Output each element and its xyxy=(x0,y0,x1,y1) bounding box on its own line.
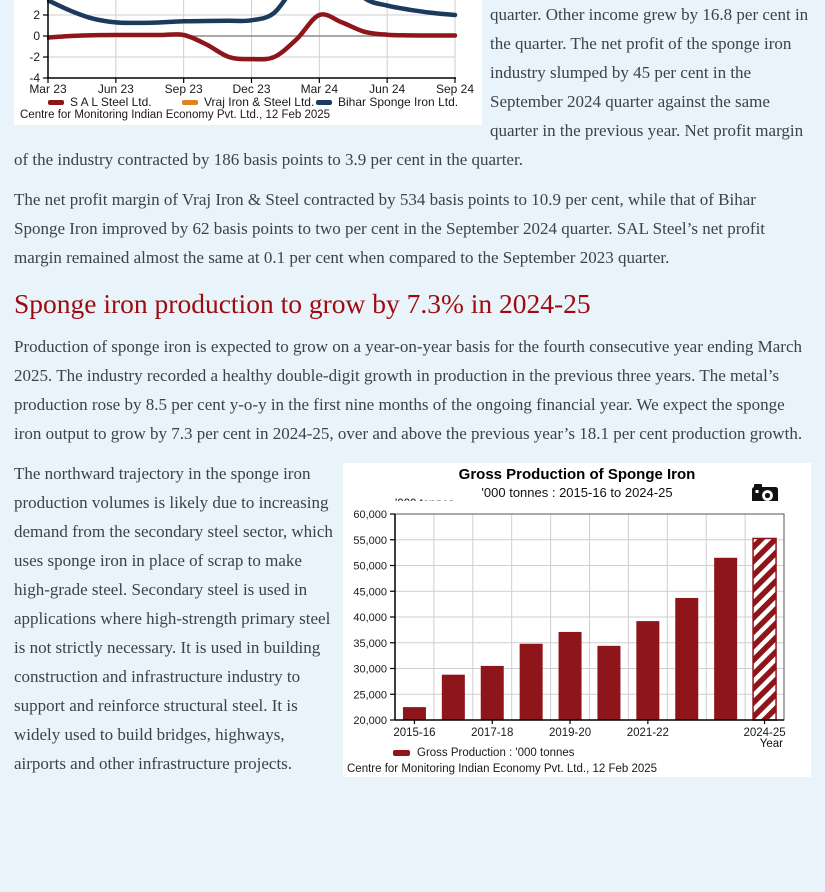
svg-text:2015-16: 2015-16 xyxy=(393,727,436,739)
paragraph-margins: The net profit margin of Vraj Iron & Steel contracted by 534 basis points to 10.9 per cent, while that of Bihar Sponge Iron improved by 62 basis points to two per cent in the September 2024 quarter. SAL Steel’s net profit margin remained almost the same at 0.1 per cent when compared to the September 2023 quarter. xyxy=(14,190,766,267)
svg-text:50,000: 50,000 xyxy=(353,560,387,573)
bar-chart-subtitle: '000 tonnes : 2015-16 to 2024-25 xyxy=(481,485,673,500)
legend-label: S A L Steel Ltd. xyxy=(70,95,152,109)
svg-text:-4: -4 xyxy=(29,71,40,85)
svg-text:0: 0 xyxy=(33,29,40,43)
bar-chart-panel xyxy=(343,463,811,777)
svg-text:55,000: 55,000 xyxy=(353,534,387,547)
svg-text:2024-25: 2024-25 xyxy=(743,727,786,739)
svg-text:2021-22: 2021-22 xyxy=(626,727,669,739)
legend-item-bihar-sponge xyxy=(316,95,458,109)
gross-production-chart-block xyxy=(343,463,811,777)
bihar-sponge-swatch-icon xyxy=(316,100,332,105)
legend-label: Vraj Iron & Steel Ltd. xyxy=(204,95,315,109)
svg-text:Mar 23: Mar 23 xyxy=(29,82,67,96)
svg-text:Dec 23: Dec 23 xyxy=(232,82,271,96)
svg-text:-2: -2 xyxy=(29,50,40,64)
section-heading: Sponge iron production to grow by 7.3% in 2024-25 xyxy=(14,288,591,319)
bar-chart-x-axis-label: Year xyxy=(759,738,783,750)
net-profit-margin-chart-block xyxy=(14,0,482,125)
paragraph-production-outlook: Production of sponge iron is expected to grow on a year-on-year basis for the fourth consecutive year ending March 2025. The industry recorded a healthy double-digit growth in production in the previous three years. The metal’s production rose by 8.5 per cent y-o-y in the first nine months of the ongoing financial year. We expect the sponge iron output to grow by 7.3 per cent in 2024-25, over and above the previous year’s 18.1 per cent production growth. xyxy=(14,337,803,443)
svg-text:60,000: 60,000 xyxy=(353,509,387,521)
svg-text:2017-18: 2017-18 xyxy=(471,727,514,739)
svg-text:30,000: 30,000 xyxy=(353,663,387,676)
svg-text:Jun 23: Jun 23 xyxy=(97,82,134,96)
svg-text:Sep 23: Sep 23 xyxy=(164,82,203,96)
net-profit-margin-line-chart xyxy=(14,0,482,96)
legend-item-sal-steel xyxy=(48,95,152,109)
legend-label: Gross Production : '000 tonnes xyxy=(417,747,575,759)
svg-text:45,000: 45,000 xyxy=(353,586,387,599)
line-chart-panel xyxy=(14,0,482,125)
paragraph-demand: The northward trajectory in the sponge iron production volumes is likely due to increasing demand from the secondary steel sector, which uses sponge iron in place of scrap to make high-grade steel. Secondary steel is used in applications where high-strength primary steel is not strictly necessary. It is used in building construction and infrastructure industry to support and reinforce structural steel. It is widely used to build bridges, highways, airports and other infrastructure projects. xyxy=(14,464,333,773)
gross-production-bar-chart xyxy=(343,501,811,741)
legend-item-vraj xyxy=(182,95,314,109)
svg-text:25,000: 25,000 xyxy=(353,689,387,702)
svg-text:40,000: 40,000 xyxy=(353,612,387,624)
line-chart-source-caption: Centre for Monitoring Indian Economy Pvt. Ltd., 12 Feb 2025 xyxy=(20,109,331,121)
svg-text:Mar 24: Mar 24 xyxy=(300,82,339,96)
sal-steel-swatch-icon xyxy=(48,100,64,105)
line-chart-legend xyxy=(14,95,482,108)
bar-chart-source-caption: Centre for Monitoring Indian Economy Pvt. Ltd., 12 Feb 2025 xyxy=(347,763,658,775)
gross-production-swatch-icon xyxy=(393,750,410,756)
bar-chart-title: Gross Production of Sponge Iron xyxy=(458,466,696,483)
legend-label: Bihar Sponge Iron Ltd. xyxy=(338,95,459,109)
paragraph-net-profit: quarter. Other income grew by 16.8 per cent in the quarter. The net profit of the sponge iron industry slumped by 45 per cent in the September 2024 quarter against the same quarter in the previous year. Net profit margin of the industry contracted by 186 basis points to 3.9 per cent in the quarter. xyxy=(14,5,809,169)
svg-text:Sep 24: Sep 24 xyxy=(435,82,475,96)
svg-text:20,000: 20,000 xyxy=(353,715,387,727)
vraj-swatch-icon xyxy=(182,100,198,105)
svg-text:2: 2 xyxy=(33,8,40,22)
svg-text:Jun 24: Jun 24 xyxy=(369,82,406,96)
svg-text:2019-20: 2019-20 xyxy=(548,727,592,739)
bar-chart-legend xyxy=(393,747,575,759)
svg-text:35,000: 35,000 xyxy=(353,637,387,650)
